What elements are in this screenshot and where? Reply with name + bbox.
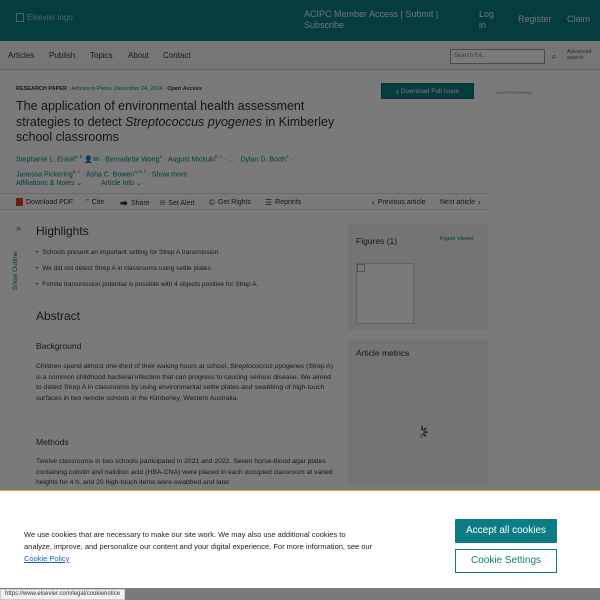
- cookie-message: [24, 529, 374, 565]
- status-bar-url: https://www.elsevier.com/legal/cookienotice: [0, 589, 125, 600]
- accept-all-cookies-button[interactable]: Accept all cookies: [455, 519, 557, 543]
- cookie-policy-link[interactable]: Cookie Policy: [24, 554, 70, 563]
- cookie-text: We use cookies that are necessary to make our site work. We may also use additional cookies to analyze, improve, and personalize our content and your digital experience. For more information, see our: [24, 530, 373, 551]
- cookie-settings-button[interactable]: Cookie Settings: [455, 549, 557, 573]
